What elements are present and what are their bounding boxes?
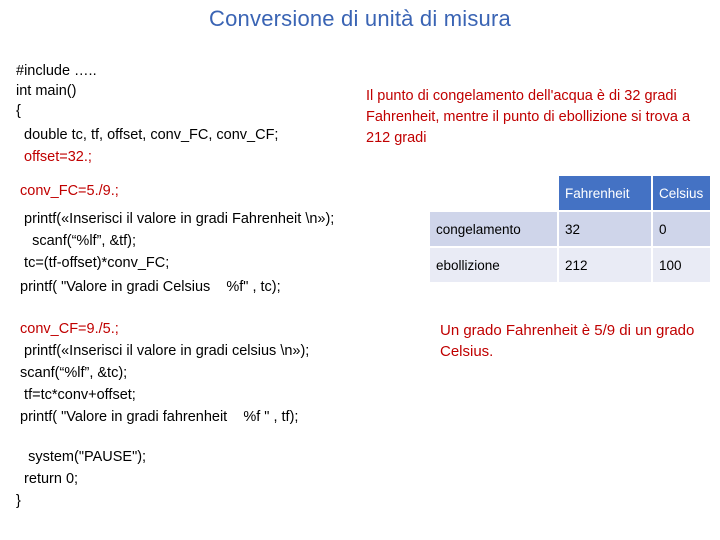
code-line-tf-formula: tf=tc*conv+offset; xyxy=(16,387,136,403)
code-line-include: #include ….. xyxy=(16,63,97,79)
code-line-scanf-tf: scanf(“%lf”, &tf); xyxy=(16,233,137,249)
table-row xyxy=(430,211,710,247)
table-cell-celsius: 100 xyxy=(652,247,710,282)
table-cell-fahrenheit: 212 xyxy=(558,247,652,282)
freezing-boiling-note: Il punto di congelamento dell'acqua è di 32 gradi Fahrenheit, mentre il punto di ebollizione si trova a 212 gradi xyxy=(366,88,691,146)
code-line-main: int main() xyxy=(16,83,77,99)
temperature-table xyxy=(430,176,710,282)
code-line-return: return 0; xyxy=(16,471,79,487)
table-cell-label: ebollizione xyxy=(430,247,558,282)
code-line-offset: offset=32.; xyxy=(16,149,92,165)
table-cell-label: congelamento xyxy=(430,211,558,247)
degree-ratio-fact: Un grado Fahrenheit è 5/9 di un grado Celsius. xyxy=(440,322,695,360)
table-row xyxy=(430,247,710,282)
slide-title: Conversione di unità di misura xyxy=(209,6,511,31)
code-line-declarations: double tc, tf, offset, conv_FC, conv_CF; xyxy=(16,127,279,143)
code-line-open-brace: { xyxy=(16,103,21,119)
table-header-celsius: Celsius xyxy=(652,176,710,211)
code-line-system-pause: system("PAUSE"); xyxy=(16,449,147,465)
code-line-conv-fc: conv_FC=5./9.; xyxy=(16,183,119,199)
code-line-printf-celsius: printf( "Valore in gradi Celsius %f" , tc); xyxy=(16,279,281,295)
code-line-close-brace: } xyxy=(16,493,21,509)
code-line-printf-fahrenheit: printf(«Inserisci il valore in gradi Fahrenheit \n»); xyxy=(16,211,335,227)
table-header-empty xyxy=(430,176,558,211)
code-line-printf-celsius-input: printf(«Inserisci il valore in gradi celsius \n»); xyxy=(16,343,310,359)
code-line-tc-formula: tc=(tf-offset)*conv_FC; xyxy=(16,255,170,271)
table-cell-celsius: 0 xyxy=(652,211,710,247)
table-cell-fahrenheit: 32 xyxy=(558,211,652,247)
code-line-printf-fahrenheit-output: printf( "Valore in gradi fahrenheit %f " , tf); xyxy=(16,409,299,425)
code-line-conv-cf: conv_CF=9./5.; xyxy=(16,321,119,337)
code-line-scanf-tc: scanf(“%lf”, &tc); xyxy=(16,365,128,381)
table-header-fahrenheit: Fahrenheit xyxy=(558,176,652,211)
table-header-row xyxy=(430,176,710,211)
